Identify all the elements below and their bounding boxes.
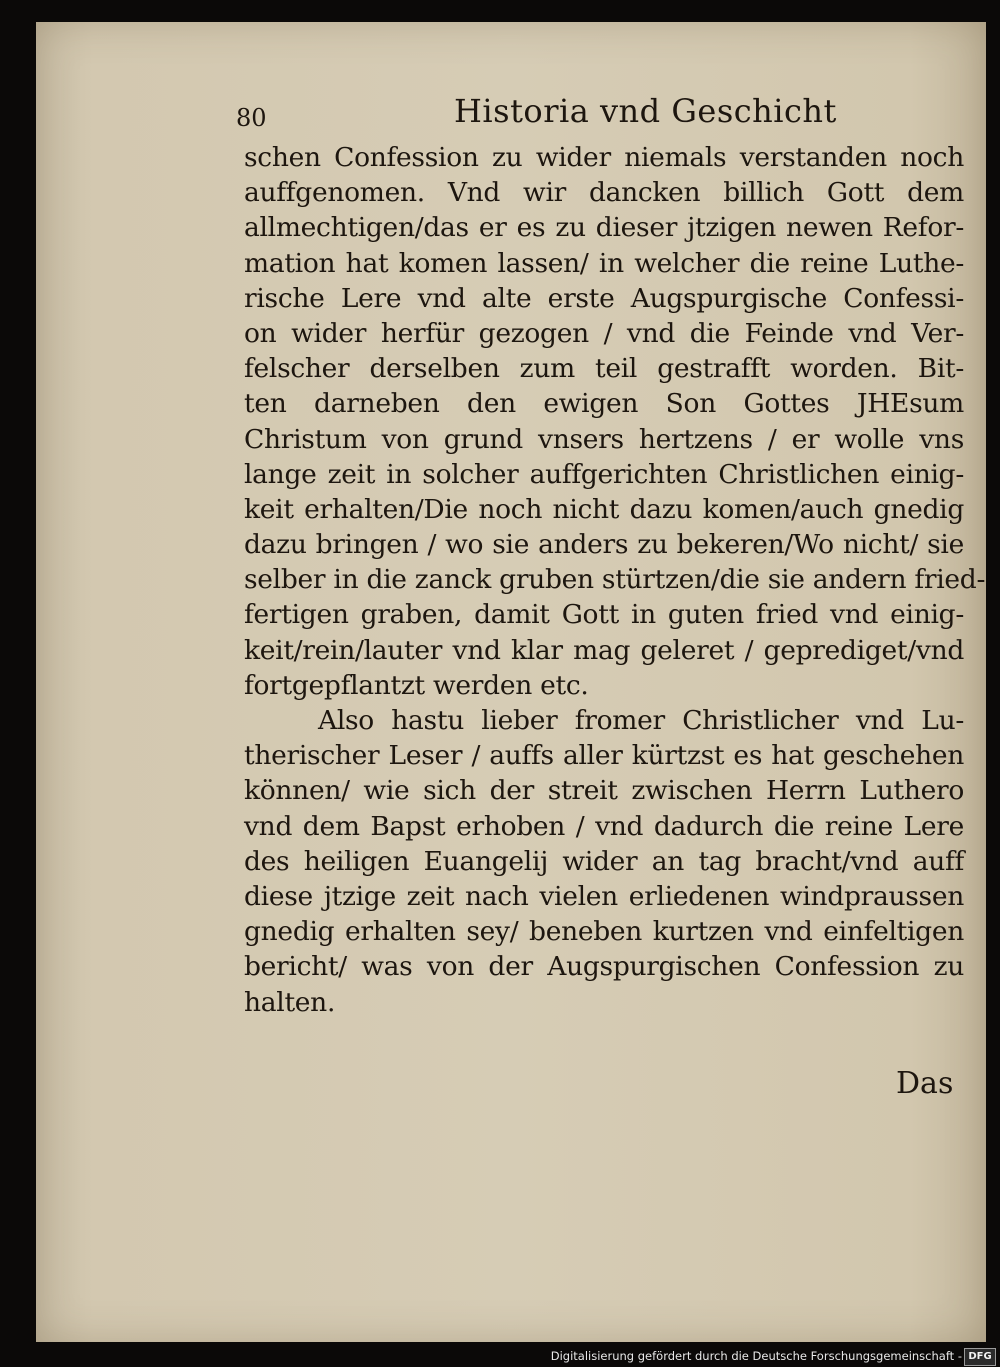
paragraph-start-line: Also hastu lieber fromer Christlicher vnd Lu- <box>318 705 964 736</box>
text-line: lange zeit in solcher auffgerichten Christlichen einig- <box>244 458 964 490</box>
body-text <box>244 140 986 1020</box>
text-line: dazu bringen / wo sie anders zu bekeren/Wo nicht/ sie <box>244 529 964 561</box>
book-page <box>36 22 986 1342</box>
text-line: allmechtigen/das er es zu dieser jtzigen newen Refor- <box>244 212 964 244</box>
text-line: können/ wie sich der streit zwischen Herrn Luthero <box>244 775 964 807</box>
digitization-footer <box>0 1346 1000 1367</box>
text-line: bericht/ was von der Augspurgischen Confession zu <box>244 951 964 983</box>
text-line: gnedig erhalten sey/ beneben kurtzen vnd einfeltigen <box>244 916 964 948</box>
text-line: auffgenomen. Vnd wir dancken billich Gott dem <box>244 177 964 209</box>
catchword: Das <box>896 1066 954 1101</box>
text-line: on wider herfür gezogen / vnd die Feinde vnd Ver- <box>244 317 964 349</box>
funding-credit: Digitalisierung gefördert durch die Deutsche Forschungsgemeinschaft - <box>550 1349 962 1363</box>
text-line: therischer Leser / auffs aller kürtzst es hat geschehen <box>244 740 964 772</box>
text-line: selber in die zanck gruben stürtzen/die sie andern fried- <box>244 564 986 596</box>
text-line: des heiligen Euangelij wider an tag bracht/vnd auff <box>244 845 964 877</box>
text-line: keit/rein/lauter vnd klar mag geleret / geprediget/vnd <box>244 634 964 666</box>
text-line: rische Lere vnd alte erste Augspurgische Confessi- <box>244 282 964 314</box>
text-line: fortgepflantzt werden etc. <box>244 669 589 701</box>
text-line: fertigen graben, damit Gott in guten fried vnd einig- <box>244 599 964 631</box>
dfg-logo: DFG <box>964 1348 996 1366</box>
running-head: Historia vnd Geschicht <box>454 92 837 130</box>
text-line: diese jtzige zeit nach vielen erliedenen windpraussen <box>244 880 964 912</box>
text-line: mation hat komen lassen/ in welcher die reine Luthe- <box>244 247 964 279</box>
text-line: halten. <box>244 986 336 1018</box>
text-line: vnd dem Bapst erhoben / vnd dadurch die reine Lere <box>244 810 964 842</box>
text-line: schen Confession zu wider niemals verstanden noch <box>244 142 964 173</box>
page-number: 80 <box>236 104 267 132</box>
text-line: felscher derselben zum teil gestrafft worden. Bit- <box>244 353 964 385</box>
text-line: keit erhalten/Die noch nicht dazu komen/auch gnedig <box>244 493 964 525</box>
text-line: Christum von grund vnsers hertzens / er wolle vns <box>244 423 964 455</box>
text-line: ten darneben den ewigen Son Gottes JHEsum <box>244 388 964 420</box>
